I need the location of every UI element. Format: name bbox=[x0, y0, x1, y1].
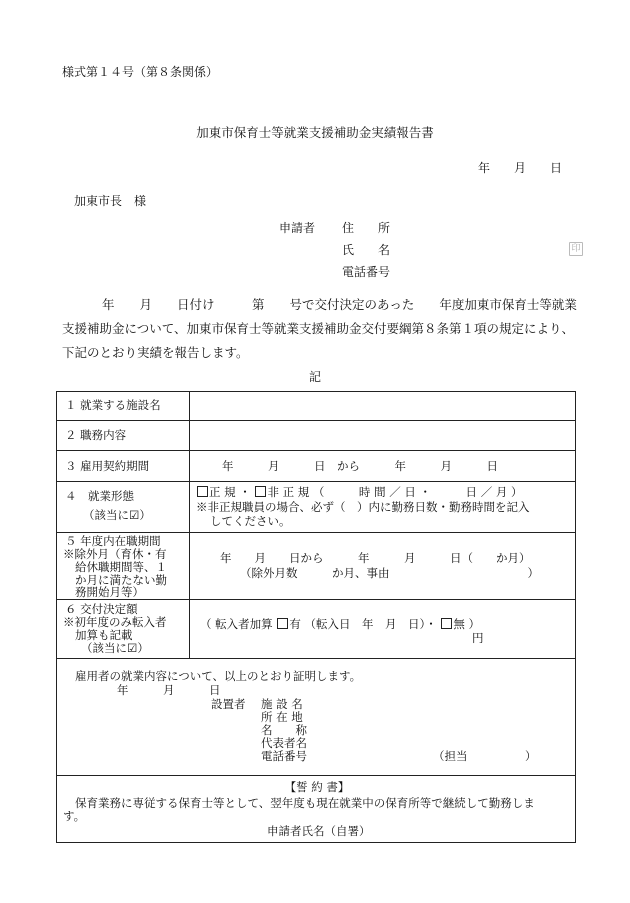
transfer-addition-line: （ 転入者加算 有 （転入日 年 月 日）・ 無 ） bbox=[200, 617, 481, 631]
grant-amount-label: ６ 交付決定額 bbox=[65, 602, 138, 616]
row-facility bbox=[57, 392, 576, 421]
exclusion-note-2: 給休職期間等、１ bbox=[75, 560, 167, 574]
transfer-note-1: ※初年度のみ転入者 bbox=[63, 615, 167, 629]
certification-date[interactable]: 年 月 日 bbox=[117, 683, 221, 697]
row-pledge bbox=[57, 776, 576, 843]
facility-label: １ 就業する施設名 bbox=[65, 398, 161, 412]
row-grant-amount bbox=[57, 600, 576, 659]
employer-name-label: 名 称 bbox=[261, 723, 307, 737]
checked-box-icon: ☑ bbox=[129, 508, 140, 522]
yen-unit: 円 bbox=[472, 631, 484, 645]
form-number: 様式第１４号（第８条関係） bbox=[62, 65, 219, 79]
contract-period-label: ３ 雇用契約期間 bbox=[65, 459, 150, 473]
facility-value-cell[interactable] bbox=[190, 392, 576, 421]
transfer-note-3: （該当に☑） bbox=[81, 641, 149, 655]
row-duties bbox=[57, 421, 576, 451]
report-date: 年 月 日 bbox=[478, 161, 563, 175]
employer-phone-label: 電話番号 bbox=[261, 749, 307, 763]
employment-type-options: 正 規 ・ 非 正 規 （ 時 間 ／ 日 ・ 日 ／ 月 ） bbox=[196, 486, 523, 499]
report-paragraph bbox=[62, 293, 592, 365]
transfer-note-2: 加算も記載 bbox=[75, 628, 133, 642]
applicant-label: 申請者 bbox=[279, 221, 316, 235]
checked-box-icon: ☑ bbox=[127, 641, 138, 655]
employment-period-label: ５ 年度内在職期間 bbox=[65, 534, 161, 548]
row-employer-certification bbox=[57, 659, 576, 776]
nonregular-checkbox[interactable] bbox=[255, 486, 266, 497]
employment-type-label: ４ 就業形態 bbox=[65, 489, 134, 503]
duties-value-cell[interactable] bbox=[190, 421, 576, 451]
transfer-no-checkbox[interactable] bbox=[441, 618, 452, 629]
employer-location-label: 所 在 地 bbox=[261, 710, 303, 724]
nonregular-instruction-cont: してください。 bbox=[210, 514, 291, 528]
pledge-text-2: す。 bbox=[63, 809, 86, 823]
employment-period-value[interactable]: 年 月 日から 年 月 日（ か月） bbox=[220, 551, 531, 565]
paragraph-line-2: 支援補助金について、加東市保育士等就業支援補助金交付要綱第８条第１項の規定により、 bbox=[62, 321, 575, 336]
row-employment-period bbox=[57, 533, 576, 600]
ki-heading: 記 bbox=[308, 370, 321, 384]
applicant-phone-label: 電話番号 bbox=[342, 265, 391, 279]
exclusion-note-3: か月に満たない勤 bbox=[75, 573, 167, 587]
row-employment-type bbox=[57, 482, 576, 533]
document-title: 加東市保育士等就業支援補助金実績報告書 bbox=[196, 125, 434, 140]
nonregular-instruction: ※非正規職員の場合、必ず（ ）内に勤務日数・勤務時間を記入 bbox=[196, 500, 530, 514]
applicant-name-label: 氏 名 bbox=[342, 243, 391, 257]
employer-facility-label: 施 設 名 bbox=[261, 697, 303, 711]
seal-mark: 印 bbox=[569, 242, 583, 256]
applicant-signature-label[interactable]: 申請者氏名（自署） bbox=[267, 824, 371, 838]
transfer-yes-checkbox[interactable] bbox=[277, 618, 288, 629]
regular-checkbox[interactable] bbox=[197, 486, 208, 497]
employment-type-note: （該当に☑） bbox=[83, 508, 151, 522]
contract-period-value[interactable]: 年 月 日 から 年 月 日 bbox=[222, 459, 498, 473]
employer-representative-label: 代表者名 bbox=[261, 736, 307, 750]
exclusion-note-1: ※除外月（育休・有 bbox=[63, 547, 167, 561]
paragraph-line-1: 年 月 日付け 第 号で交付決定のあった 年度加東市保育士等就業 bbox=[102, 297, 577, 312]
employer-label: 設置者 bbox=[211, 697, 246, 711]
addressee: 加東市長 様 bbox=[74, 194, 147, 208]
exclusion-months-value[interactable]: （除外月数 か月、事由 ） bbox=[240, 566, 539, 580]
certification-text: 雇用者の就業内容について、以上のとおり証明します。 bbox=[75, 669, 362, 683]
exclusion-note-4: 務開始月等） bbox=[75, 585, 144, 599]
report-table bbox=[56, 391, 576, 843]
paragraph-line-3: 下記のとおり実績を報告します。 bbox=[62, 345, 249, 360]
duties-label: ２ 職務内容 bbox=[65, 428, 127, 442]
contact-person[interactable]: （担当 ） bbox=[433, 749, 537, 763]
row-contract-period bbox=[57, 451, 576, 482]
applicant-address-label: 住 所 bbox=[342, 221, 391, 235]
pledge-text-1: 保育業務に専従する保育士等として、翌年度も現在就業中の保育所等で継続して勤務しま bbox=[75, 796, 535, 810]
pledge-title: 【誓 約 書】 bbox=[284, 780, 350, 794]
